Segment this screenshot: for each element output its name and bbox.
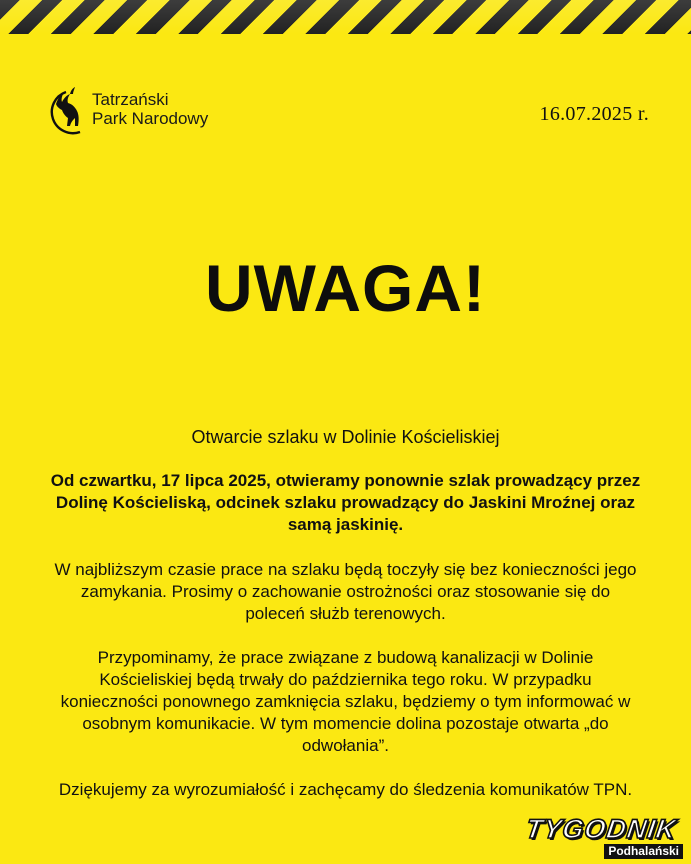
headline: UWAGA! xyxy=(205,251,486,325)
lead-paragraph: Od czwartku, 17 lipca 2025, otwieramy ponownie szlak prowadzący przez Dolinę Kościeliską, odcinek szlaku prowadzący do Jaskini Mroźnej oraz samą jaskinię. xyxy=(50,471,641,534)
org-name-line2: Park Narodowy xyxy=(92,109,209,128)
tpn-logo xyxy=(44,82,208,142)
org-name-line1: Tatrzański xyxy=(92,90,169,109)
chamois-circle-icon xyxy=(44,82,88,142)
notice-date: 16.07.2025 r. xyxy=(539,103,649,125)
paragraph-reminder: Przypominamy, że prace związane z budową kanalizacji w Dolinie Kościeliskiej będą trwały do października tego roku. W przypadku konieczności ponownego zamknięcia szlaku, będziemy o tym informować w osobnym komunikacie. W tym momencie dolina pozostaje otwarta „do odwołania”. xyxy=(60,648,631,755)
watermark-sub: Podhalański xyxy=(604,844,683,859)
paragraph-works: W najbliższym czasie prace na szlaku będą toczyły się bez konieczności jego zamykania. Prosimy o zachowanie ostrożności oraz stosowanie się do poleceń służb terenowych. xyxy=(54,560,637,623)
org-name xyxy=(92,90,208,128)
notice-subtitle: Otwarcie szlaku w Dolinie Kościeliskiej xyxy=(191,427,500,447)
notice-body xyxy=(50,426,641,801)
hazard-stripe-band xyxy=(0,0,691,34)
closing-paragraph: Dziękujemy za wyrozumiałość i zachęcamy do śledzenia komunikatów TPN. xyxy=(58,780,633,799)
tygodnik-watermark xyxy=(507,814,685,860)
watermark-main: TYGODNIK xyxy=(524,814,680,844)
